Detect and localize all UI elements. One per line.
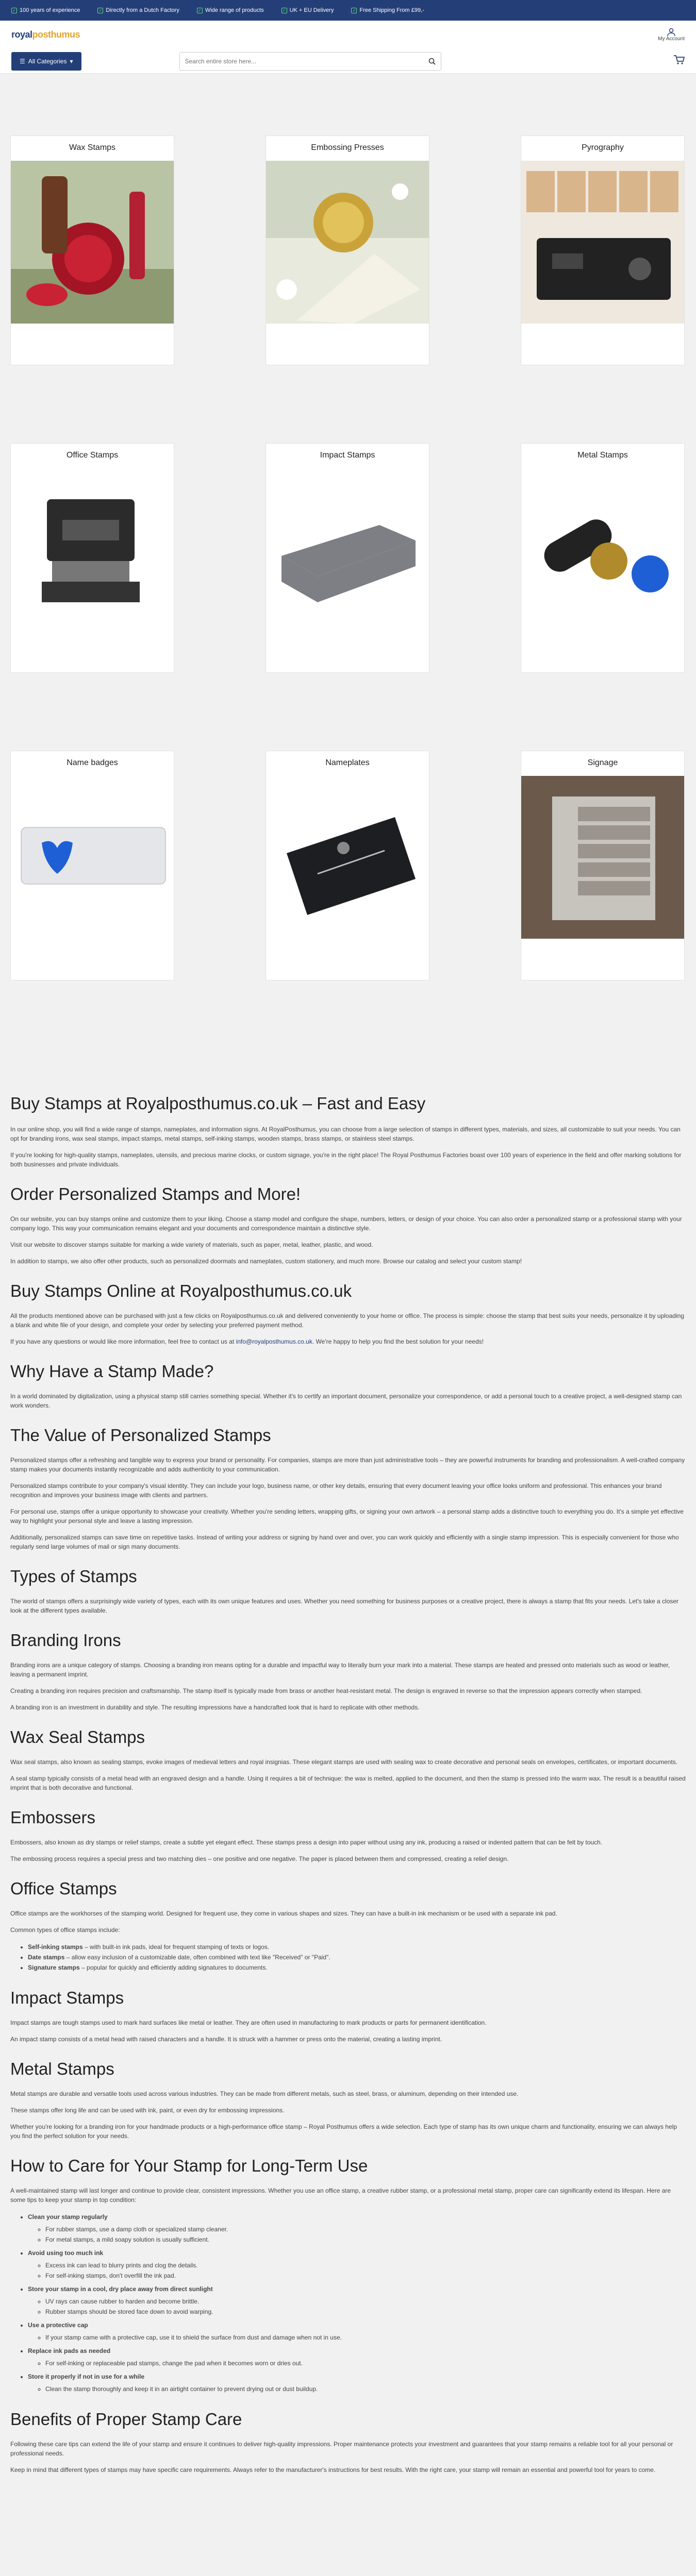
paragraph: Office stamps are the workhorses of the stamping world. Designed for frequent use, they come in various shapes and sizes. They can have a built-in ink mechanism or be used with a separate ink pad. bbox=[10, 1910, 557, 1917]
paragraph: Wax seal stamps, also known as sealing stamps, evoke images of medieval letters and royal insignias. These elegant stamps are used with sealing wax to create decorative and personal seals on envelopes, certificates, or important documents. bbox=[10, 1758, 678, 1766]
list-item-term: Self-inking stamps bbox=[28, 1943, 83, 1951]
paragraph: A well-maintained stamp will last longer and continue to provide clear, consistent impressions. Whether you use an office stamp, a creative rubber stamp, or a professional metal stamp, proper care can significantly extend its lifespan. Here are some tips to keep your stamp in top condition: bbox=[10, 2187, 671, 2204]
list-item-term: Signature stamps bbox=[28, 1964, 80, 1971]
paragraph: An impact stamp consists of a metal head with raised characters and a handle. It is struck with a hammer or press onto the material, creating a lasting imprint. bbox=[10, 2036, 442, 2043]
paragraph: A seal stamp typically consists of a metal head with an engraved design and a handle. Using it requires a bit of technique: the wax is melted, applied to the document, and then the stamp is pressed into the warm wax. The result is a beautiful raised imprint that is both decorative and functional. bbox=[10, 1775, 686, 1791]
section-heading: Embossers bbox=[10, 1808, 96, 1827]
my-account-link[interactable] bbox=[658, 28, 685, 42]
sub-item: ◦ Clean the stamp thoroughly and keep it in an airtight container to prevent drying out or dust buildup. bbox=[45, 2384, 686, 2394]
sub-item: ◦ For self-inking or replaceable pad stamps, change the pad when it becomes worn or dries out. bbox=[45, 2358, 686, 2368]
tip-title: Store your stamp in a cool, dry place away from direct sunlight bbox=[28, 2285, 213, 2293]
all-categories-button[interactable] bbox=[11, 52, 81, 71]
sub-item: ◦ UV rays can cause rubber to harden and become brittle. bbox=[45, 2296, 686, 2307]
section-heading: Branding Irons bbox=[10, 1631, 121, 1650]
section-heading: Benefits of Proper Stamp Care bbox=[10, 2410, 242, 2429]
usp-text: UK + EU Delivery bbox=[289, 7, 334, 13]
tip-title: Avoid using too much ink bbox=[28, 2249, 104, 2257]
paragraph: Embossers, also known as dry stamps or relief stamps, create a subtle yet elegant effect. These stamps press a design into paper without using any ink, producing a raised or indented pattern that can be felt by touch. bbox=[10, 1839, 603, 1846]
list-item bbox=[28, 1962, 686, 1973]
usp-item bbox=[197, 7, 264, 13]
category-card-office-stamps[interactable] bbox=[10, 443, 174, 673]
category-card-name-badges[interactable] bbox=[10, 751, 174, 980]
section-heading: How to Care for Your Stamp for Long-Term Use bbox=[10, 2156, 368, 2175]
section-heading: Order Personalized Stamps and More! bbox=[10, 1184, 301, 1204]
cart-icon[interactable] bbox=[673, 55, 685, 68]
card-title: Office Stamps bbox=[66, 451, 119, 460]
paragraph: Branding irons are a unique category of stamps. Choosing a branding iron means opting for a durable and impactful way to literally burn your mark into a material. These stamps are heated and pressed onto materials such as wood or leather, leaving a permanent imprint. bbox=[10, 1662, 670, 1678]
usp-text: 100 years of experience bbox=[20, 7, 80, 13]
card-title: Pyrography bbox=[582, 143, 624, 152]
section-heading: Types of Stamps bbox=[10, 1567, 137, 1586]
card-title: Embossing Presses bbox=[311, 143, 384, 152]
paragraph: Personalized stamps offer a refreshing and tangible way to express your brand or personality. For companies, stamps are more than just administrative tools – they are powerful instruments for branding and professionalism. A well-crafted company stamp makes your documents instantly recognizable and adds authenticity to your communication. bbox=[10, 1456, 685, 1473]
user-icon bbox=[667, 28, 675, 36]
section-heading: Why Have a Stamp Made? bbox=[10, 1362, 214, 1381]
metal-stamp-photo bbox=[521, 468, 684, 631]
list-item-text: – allow easy inclusion of a customizable date, often combined with text like "Received" or "Paid". bbox=[64, 1954, 330, 1961]
text: If you have any questions or would like more information, feel free to contact us at bbox=[10, 1338, 236, 1345]
pyrography-photo bbox=[521, 161, 684, 324]
paragraph: These stamps offer long life and can be used with ink, paint, or even dry for embossing impressions. bbox=[10, 2107, 285, 2114]
list-item bbox=[28, 2284, 686, 2317]
usp-text: Free Shipping From £99,- bbox=[359, 7, 424, 13]
paragraph: On our website, you can buy stamps online and customize them to your liking. Choose a stamp model and configure the shape, numbers, letters, or design of your choice. You can also order a personalized stamp or a professional stamp with your company logo. This way your communication remains elegant and your documents and correspondence maintain a distinctive style. bbox=[10, 1215, 682, 1232]
check-icon: ✓ bbox=[97, 8, 103, 13]
list-item bbox=[28, 2371, 686, 2394]
paragraph: All the products mentioned above can be purchased with just a few clicks on Royalposthumus.co.uk and delivered conveniently to your home or office. The process is simple: choose the stamp that best suits your needs, personalize it by uploading a blank and white file of your design, and complete your order by selecting your preferred payment method. bbox=[10, 1312, 684, 1329]
list-item bbox=[28, 2212, 686, 2245]
account-label: My Account bbox=[658, 36, 685, 42]
card-title: Name badges bbox=[67, 758, 118, 767]
card-title: Signage bbox=[587, 758, 618, 767]
paragraph: For personal use, stamps offer a unique opportunity to showcase your creativity. Whether you're sending letters, wrapping gifts, or signing your own artwork – a personal stamp adds a distinctive touch to everything you do. It's a simple yet effective way to highlight your personal style and leave a lasting impression. bbox=[10, 1508, 684, 1524]
intro-paragraph: In our online shop, you will find a wide range of stamps, nameplates, and information signs. At RoyalPosthumus, you can choose from a large selection of stamps in different types, materials, and sizes, all customizable to suit your needs. You can opt for branding irons, wax seal stamps, impact stamps, metal stamps, self-inking stamps, wooden stamps, brass stamps, or stainless steel stamps. bbox=[10, 1126, 681, 1142]
paragraph: A branding iron is an investment in durability and style. The resulting impressions have a handcrafted look that is hard to replicate with other methods. bbox=[10, 1704, 420, 1711]
top-usp-bar bbox=[0, 0, 696, 21]
list-item bbox=[28, 1952, 686, 1962]
category-grid bbox=[0, 74, 696, 857]
name-badge-photo bbox=[11, 776, 174, 939]
impact-stamps-photo bbox=[266, 468, 429, 631]
tip-title: Replace ink pads as needed bbox=[28, 2347, 111, 2354]
logo-part: royal bbox=[11, 29, 32, 40]
sub-item: ◦ For metal stamps, a mild soapy solution is usually sufficient. bbox=[45, 2234, 686, 2245]
usp-item bbox=[11, 7, 80, 13]
text: . We're happy to help you find the best solution for your needs! bbox=[312, 1338, 484, 1345]
paragraph: In addition to stamps, we also offer other products, such as personalized doormats and nameplates, custom stationery, and much more. Browse our catalog and select your custom stamp! bbox=[10, 1258, 522, 1265]
main-nav bbox=[0, 49, 696, 74]
list-item bbox=[28, 1942, 686, 1952]
category-card-embossing-presses[interactable] bbox=[266, 135, 429, 365]
card-title: Nameplates bbox=[325, 758, 370, 767]
contact-paragraph bbox=[10, 1337, 686, 1346]
main-content bbox=[0, 1094, 696, 2475]
usp-text: Directly from a Dutch Factory bbox=[106, 7, 179, 13]
card-title: Impact Stamps bbox=[320, 451, 375, 460]
card-title: Wax Stamps bbox=[69, 143, 116, 152]
sub-item: ◦ For rubber stamps, use a damp cloth or specialized stamp cleaner. bbox=[45, 2224, 686, 2234]
category-card-metal-stamps[interactable] bbox=[521, 443, 685, 673]
list-item bbox=[28, 2248, 686, 2281]
usp-item bbox=[97, 7, 179, 13]
paragraph: Creating a branding iron requires precision and craftsmanship. The stamp itself is typically made from brass or another heat-resistant metal. The design is engraved in reverse so that the impression appears correctly when stamped. bbox=[10, 1687, 642, 1694]
category-card-impact-stamps[interactable] bbox=[266, 443, 429, 673]
signage-photo bbox=[521, 776, 684, 939]
usp-item bbox=[281, 7, 334, 13]
site-header bbox=[0, 21, 696, 49]
office-stamp-list bbox=[28, 1942, 686, 1973]
list-item-term: Date stamps bbox=[28, 1954, 65, 1961]
section-heading: Impact Stamps bbox=[10, 1988, 124, 2007]
logo-part: posthumus bbox=[32, 29, 80, 40]
category-card-nameplates[interactable] bbox=[266, 751, 429, 980]
embossing-press-photo bbox=[266, 161, 429, 324]
paragraph: The world of stamps offers a surprisingly wide variety of types, each with its own unique features and uses. Whether you need something for business purposes or a creative project, there is always a stamp that fits your needs. Let's take a closer look at the different types available. bbox=[10, 1598, 679, 1614]
sub-item: ◦ Excess ink can lead to blurry prints and clog the details. bbox=[45, 2260, 686, 2270]
chevron-down-icon: ▾ bbox=[70, 57, 73, 65]
paragraph: Common types of office stamps include: bbox=[10, 1926, 120, 1934]
email-link[interactable]: info@royalposthumus.co.uk bbox=[236, 1338, 312, 1345]
page-title: Buy Stamps at Royalposthumus.co.uk – Fast and Easy bbox=[10, 1094, 426, 1113]
paragraph: The embossing process requires a special press and two matching dies – one positive and one negative. The paper is placed between them and compressed, creating a relief design. bbox=[10, 1855, 509, 1862]
search-icon[interactable] bbox=[428, 58, 436, 65]
category-card-signage[interactable] bbox=[521, 751, 685, 980]
paragraph: Keep in mind that different types of stamps may have specific care requirements. Always refer to the manufacturer's instructions for best results. With the right care, your stamp will remain an essential and powerful tool for years to come. bbox=[10, 2466, 656, 2473]
tip-title: Clean your stamp regularly bbox=[28, 2213, 108, 2221]
wax-stamp-photo bbox=[11, 161, 174, 324]
paragraph: Whether you're looking for a branding iron for your handmade products or a high-performance office stamp – Royal Posthumus offers a wide selection. Each type of stamp has its own unique charm and functionality, ensuring we can always help you find the perfect solution for your needs. bbox=[10, 2123, 677, 2140]
intro-paragraph: If you're looking for high-quality stamps, nameplates, utensils, and precious marine clocks, or custom signage, you're in the right place! The Royal Posthumus Factories boast over 100 years of experience in the field and offer marking solutions for both businesses and private individuals. bbox=[10, 1151, 682, 1168]
category-card-pyrography[interactable] bbox=[521, 135, 685, 365]
list-item bbox=[28, 2346, 686, 2368]
check-icon: ✓ bbox=[281, 8, 287, 13]
care-tips-list bbox=[28, 2212, 686, 2394]
paragraph: Visit our website to discover stamps suitable for marking a wide variety of materials, such as paper, metal, leather, plastic, and wood. bbox=[10, 1241, 373, 1248]
section-heading: Metal Stamps bbox=[10, 2059, 114, 2078]
tip-title: Use a protective cap bbox=[28, 2321, 88, 2329]
usp-text: Wide range of products bbox=[205, 7, 264, 13]
paragraph: Personalized stamps contribute to your company's visual identity. They can include your logo, business name, or other key details, ensuring that every document leaving your office looks uniform and professional. This enhances your brand recognition and improves your business image with clients and partners. bbox=[10, 1482, 662, 1499]
sub-item: ◦ Rubber stamps should be stored face down to avoid warping. bbox=[45, 2307, 686, 2317]
site-logo[interactable] bbox=[11, 29, 80, 40]
section-heading: The Value of Personalized Stamps bbox=[10, 1426, 271, 1445]
tip-title: Store it properly if not in use for a while bbox=[28, 2373, 145, 2380]
paragraph: Additionally, personalized stamps can save time on repetitive tasks. Instead of writing your address or signing by hand over and over, you can work quickly and efficiently with a single stamp impression. This is especially convenient for those who regularly send large volumes of mail or sign many documents. bbox=[10, 1534, 679, 1550]
search-box bbox=[179, 52, 441, 71]
usp-item bbox=[351, 7, 424, 13]
paragraph: Following these care tips can extend the life of your stamp and ensure it continues to deliver high-quality impressions. Proper maintenance protects your investment and guarantees that your stamp remains a reliable tool for all your personal or professional needs. bbox=[10, 2441, 673, 2457]
paragraph: In a world dominated by digitalization, using a physical stamp still carries something special. Whether it's to certify an important document, personalize your correspondence, or add a personal touch to a creative project, a well-designed stamp can work wonders. bbox=[10, 1393, 682, 1409]
check-icon: ✓ bbox=[11, 8, 17, 13]
section-heading: Buy Stamps Online at Royalposthumus.co.uk bbox=[10, 1281, 352, 1300]
nameplate-photo bbox=[266, 776, 429, 939]
check-icon: ✓ bbox=[351, 8, 357, 13]
category-card-wax-stamps[interactable] bbox=[10, 135, 174, 365]
menu-icon: ☰ bbox=[20, 57, 25, 65]
section-heading: Office Stamps bbox=[10, 1879, 117, 1898]
search-input[interactable] bbox=[185, 58, 428, 65]
office-stamp-photo bbox=[11, 468, 174, 631]
paragraph: Metal stamps are durable and versatile tools used across various industries. They can be made from different metals, such as steel, brass, or aluminum, depending on their intended use. bbox=[10, 2090, 519, 2097]
check-icon: ✓ bbox=[197, 8, 203, 13]
section-heading: Wax Seal Stamps bbox=[10, 1727, 145, 1747]
sub-item: ◦ If your stamp came with a protective cap, use it to shield the surface from dust and damage when not in use. bbox=[45, 2332, 686, 2343]
list-item bbox=[28, 2320, 686, 2343]
categories-label: All Categories bbox=[28, 57, 67, 65]
paragraph: Impact stamps are tough stamps used to mark hard surfaces like metal or leather. They are often used in manufacturing to mark products or parts for permanent identification. bbox=[10, 2019, 487, 2026]
list-item-text: – popular for quickly and efficiently adding signatures to documents. bbox=[79, 1964, 268, 1971]
sub-item: ◦ For self-inking stamps, don't overfill the ink pad. bbox=[45, 2270, 686, 2281]
list-item-text: – with built-in ink pads, ideal for frequent stamping of texts or logos. bbox=[82, 1943, 270, 1951]
card-title: Metal Stamps bbox=[577, 451, 628, 460]
